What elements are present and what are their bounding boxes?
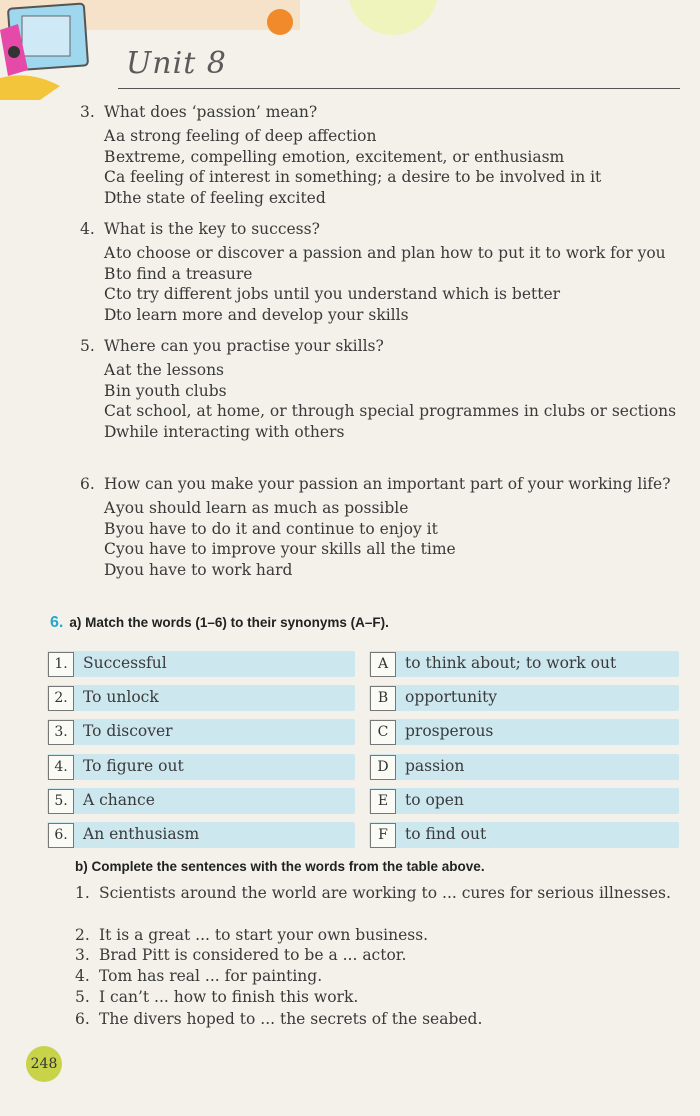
option: A at the lessons (104, 361, 225, 379)
table-cell-left: 3. To discover (47, 719, 355, 745)
question-number: 3. (80, 103, 95, 121)
table-cell-right: E to open (369, 788, 679, 814)
question-number: 4. (80, 220, 95, 238)
unit-title: Unit 8 (126, 46, 227, 81)
option: D while interacting with others (104, 422, 345, 441)
option: D to learn more and develop your skills (104, 305, 409, 324)
question-3 (80, 102, 685, 208)
option: B in youth clubs (104, 381, 227, 400)
sentence: 5. I can’t ... how to finish this work. (75, 988, 359, 1006)
question-6 (80, 474, 685, 580)
header-illustration (0, 0, 700, 110)
sentence: 3. Brad Pitt is considered to be a ... actor. (75, 946, 407, 964)
sentence: 6. The divers hoped to ... the secrets of the seabed. (75, 1010, 483, 1028)
exercise-instruction-b: b) Complete the sentences with the words from the table above. (75, 859, 485, 874)
orange-dot-icon (267, 9, 293, 35)
sentence: 1. Scientists around the world are working to ... cures for serious illnesses. (75, 884, 671, 902)
sentence: 4. Tom has real ... for painting. (75, 967, 323, 985)
question-text: What is the key to success? (104, 220, 320, 238)
option: C to try different jobs until you understand which is better (104, 285, 561, 303)
question-text: How can you make your passion an important part of your working life? (104, 475, 671, 493)
option: C you have to improve your skills all the time (104, 540, 456, 558)
question-4 (80, 219, 685, 325)
option: C at school, at home, or through special programmes in clubs or sections (104, 402, 677, 420)
option: C a feeling of interest in something; a desire to be involved in it (104, 168, 602, 186)
table-cell-left: 6. An enthusiasm (47, 822, 355, 848)
table-cell-right: A to think about; to work out (369, 651, 679, 677)
table-cell-right: B opportunity (369, 685, 679, 711)
table-cell-left: 1. Successful (47, 651, 355, 677)
table-cell-right: C prosperous (369, 719, 679, 745)
exercise-number: 6. (50, 614, 64, 631)
header-divider (118, 88, 680, 89)
option: D the state of feeling excited (104, 188, 326, 207)
option: A a strong feeling of deep affection (104, 127, 377, 145)
question-text: What does ‘passion’ mean? (104, 103, 318, 121)
sentence: 2. It is a great ... to start your own business. (75, 926, 429, 944)
option: B you have to do it and continue to enjoy it (104, 519, 438, 538)
option: B extreme, compelling emotion, excitement, or enthusiasm (104, 147, 565, 166)
table-cell-left: 2. To unlock (47, 685, 355, 711)
option: A to choose or discover a passion and plan how to put it to work for you (104, 244, 666, 262)
exercise-heading (50, 614, 389, 632)
table-cell-right: D passion (369, 754, 679, 780)
question-number: 5. (80, 337, 95, 355)
question-number: 6. (80, 475, 95, 493)
option: D you have to work hard (104, 560, 293, 579)
question-5 (80, 336, 685, 442)
character-icon (0, 3, 88, 100)
page-number: 248 (26, 1046, 62, 1082)
table-cell-right: F to find out (369, 822, 679, 848)
exercise-instruction-a: a) Match the words (1–6) to their synonyms (A–F). (69, 615, 389, 630)
question-text: Where can you practise your skills? (104, 337, 384, 355)
table-cell-left: 5. A chance (47, 788, 355, 814)
table-cell-left: 4. To figure out (47, 754, 355, 780)
option: B to find a treasure (104, 264, 253, 283)
option: A you should learn as much as possible (104, 499, 409, 517)
